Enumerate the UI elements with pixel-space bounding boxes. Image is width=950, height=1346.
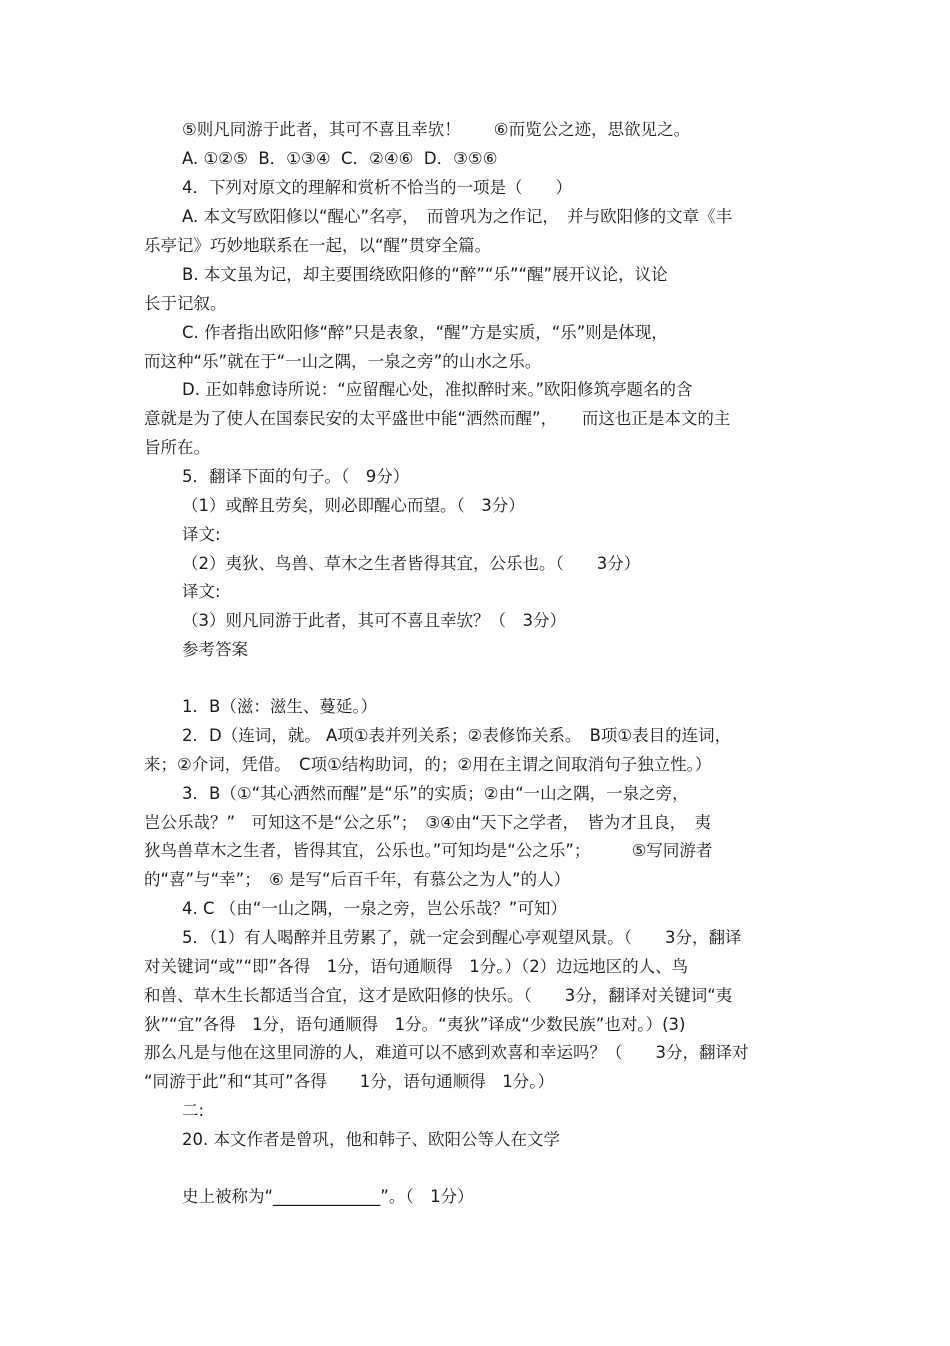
text-line: 意就是为了使人在国泰民安的太平盛世中能“洒然而醒”， 而这也正是本文的主: [144, 409, 731, 428]
text-line: 3．B（①“其心洒然而醒”是“乐”的实质；②由“一山之隅，一泉之旁，: [182, 784, 689, 803]
text-line: 岂公乐哉？” 可知这不是“公之乐”； ③④由“天下之学者， 皆为才且良， 夷: [144, 813, 712, 832]
text-line: 4．下列对原文的理解和赏析不恰当的一项是（ ）: [182, 178, 572, 197]
text-line: 5．翻译下面的句子。（ 9分）: [182, 467, 410, 486]
text-line: 译文:: [182, 582, 221, 601]
text-line: A. ①②⑤ B．①③④ C．②④⑥ D．③⑤⑥: [182, 149, 498, 168]
text-line: （1）或醉且劳矣，则必即醒心而望。（ 3分）: [182, 496, 525, 515]
text-line: 狄鸟兽草木之生者，皆得其宜，公乐也。”可知均是“公之乐”； ⑤写同游者: [144, 841, 713, 860]
text-line: 二:: [182, 1101, 205, 1120]
text-line: 乐亭记》巧妙地联系在一起，以“醒”贯穿全篇。: [144, 236, 492, 255]
text-line: （3）则凡同游于此者，其可不喜且幸欤？（ 3分）: [182, 611, 566, 630]
text-line: 参考答案: [182, 640, 248, 659]
text-line: 来；②介词，凭借。 C项①结构助词，的；②用在主谓之间取消句子独立性。）: [144, 755, 712, 774]
text-line: 1．B（滋：滋生、蔓延。）: [182, 697, 378, 716]
text-line: 和兽、草木生长都适当合宜，这才是欧阳修的快乐。（ 3分，翻译对关键词“夷: [144, 986, 733, 1005]
text-line: 那么凡是与他在这里同游的人，难道可以不感到欢喜和幸运吗？（ 3分，翻译对: [144, 1043, 749, 1062]
text-line: 20. 本文作者是曾巩，他和韩子、欧阳公等人在文学: [182, 1130, 560, 1149]
text-line: “同游于此”和“其可”各得 1分，语句通顺得 1分。）: [144, 1072, 554, 1091]
text-line: 长于记叙。: [144, 294, 227, 313]
text-line: 的“喜”与“幸”； ⑥ 是写“后百千年，有慕公之为人”的人）: [144, 870, 571, 889]
text-line: 旨所在。: [144, 438, 210, 457]
text-line: 对关键词“或”“即”各得 1分，语句通顺得 1分。）（2）边远地区的人、鸟: [144, 957, 689, 976]
text-line: D. 正如韩愈诗所说：“应留醒心处，准拟醉时来。”欧阳修筑亭题名的含: [182, 380, 693, 399]
text-line: C. 作者指出欧阳修“醉”只是表象，“醒”方是实质，“乐”则是体现，: [182, 323, 668, 342]
text-line: A. 本文写欧阳修以“醒心”名亭， 而曾巩为之作记， 并与欧阳修的文章《丰: [182, 207, 733, 226]
text-line: 而这种“乐”就在于“一山之隅，一泉之旁”的山水之乐。: [144, 352, 542, 371]
text-line: B. 本文虽为记，却主要围绕欧阳修的“醉”“乐”“醒”展开议论，议论: [182, 265, 668, 284]
text-line: 4. C （由“一山之隅，一泉之旁，岂公乐哉？”可知）: [182, 899, 567, 918]
text-line: 狄”“宜”各得 1分，语句通顺得 1分。“夷狄”译成“少数民族”也对。）(3): [144, 1015, 686, 1034]
text-line: 2．D（连词，就。 A项①表并列关系；②表修饰关系。 B项①表目的连词，: [182, 726, 732, 745]
text-line: 译文:: [182, 525, 221, 544]
text-line: 5．（1）有人喝醉并且劳累了，就一定会到醒心亭观望风景。（ 3分，翻译: [182, 928, 742, 947]
text-line: 史上被称为“_____________”。（ 1分）: [182, 1187, 474, 1206]
text-line: ⑤则凡同游于此者，其可不喜且幸欤！ ⑥而览公之迹，思欲见之。: [182, 120, 691, 139]
text-line: （2）夷狄、鸟兽、草木之生者皆得其宜，公乐也。（ 3分）: [182, 554, 641, 573]
